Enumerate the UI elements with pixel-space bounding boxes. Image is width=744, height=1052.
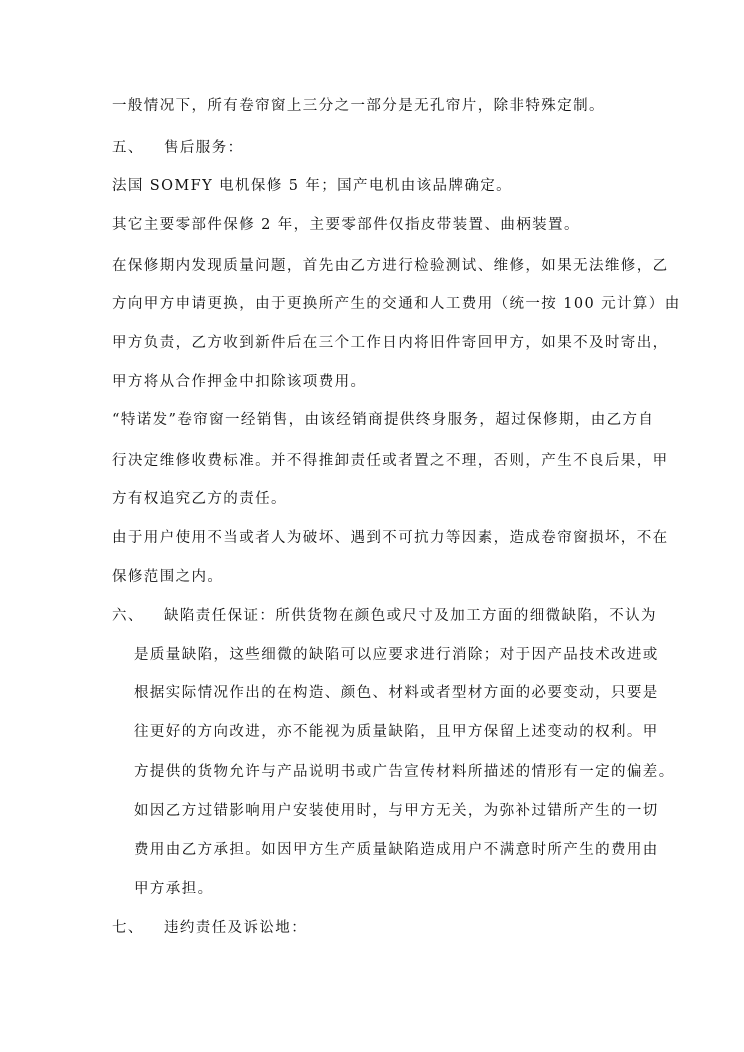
section-line: 方提供的货物允许与产品说明书或广告宣传材料所描述的情形有一定的偏差。: [134, 764, 675, 780]
paragraph-line: 由于用户使用不当或者人为破坏、遇到不可抗力等因素，造成卷帘窗损坏，不在: [112, 530, 669, 546]
section-line: 是质量缺陷，这些细微的缺陷可以应要求进行消除；对于因产品技术改进或: [134, 647, 659, 663]
section-line: 甲方承担。: [134, 881, 214, 897]
section-heading-7: [112, 918, 307, 938]
paragraph-line: 其它主要零部件保修 2 年，主要零部件仅指皮带装置、曲柄装置。: [112, 217, 580, 233]
paragraph-line: 法国 SOMFY 电机保修 5 年；国产电机由该品牌确定。: [112, 178, 513, 194]
paragraph-line: 方有权追究乙方的责任。: [112, 491, 287, 507]
section-line: 根据实际情况作出的在构造、颜色、材料或者型材方面的必要变动，只要是: [134, 685, 659, 701]
paragraph-line: 方向甲方申请更换，由于更换所产生的交通和人工费用（统一按 100 元计算）由: [112, 296, 681, 312]
section-line: 往更好的方向改进，亦不能视为质量缺陷，且甲方保留上述变动的权利。甲: [134, 724, 659, 740]
paragraph-line: 保修范围之内。: [112, 569, 224, 585]
paragraph-line: 行决定维修收费标准。并不得推卸责任或者置之不理，否则，产生不良后果，甲: [112, 453, 669, 469]
section-heading-6: [112, 606, 657, 626]
section-number: 五、: [112, 140, 144, 156]
section-title: 售后服务：: [164, 140, 244, 156]
section-line: 费用由乙方承担。如因甲方生产质量缺陷造成用户不满意时所产生的费用由: [134, 842, 659, 858]
paragraph-line: “特诺发”卷帘窗一经销售，由该经销商提供终身服务，超过保修期，由乙方自: [112, 412, 655, 428]
paragraph-line: 甲方负责，乙方收到新件后在三个工作日内将旧件寄回甲方，如果不及时寄出，: [112, 335, 669, 351]
paragraph-line: 甲方将从合作押金中扣除该项费用。: [112, 374, 367, 390]
section-line: 缺陷责任保证：所供货物在颜色或尺寸及加工方面的细微缺陷，不认为: [164, 608, 657, 624]
paragraph-line: 在保修期内发现质量问题，首先由乙方进行检验测试、维修，如果无法维修，乙: [112, 258, 669, 274]
section-number: 七、: [112, 920, 144, 936]
section-number: 六、: [112, 608, 144, 624]
paragraph-line: 一般情况下，所有卷帘窗上三分之一部分是无孔帘片，除非特殊定制。: [112, 98, 605, 114]
section-line: 如因乙方过错影响用户安装使用时，与甲方无关，为弥补过错所产生的一切: [134, 803, 659, 819]
section-title: 违约责任及诉讼地：: [164, 920, 308, 936]
section-heading-5: [112, 138, 244, 158]
